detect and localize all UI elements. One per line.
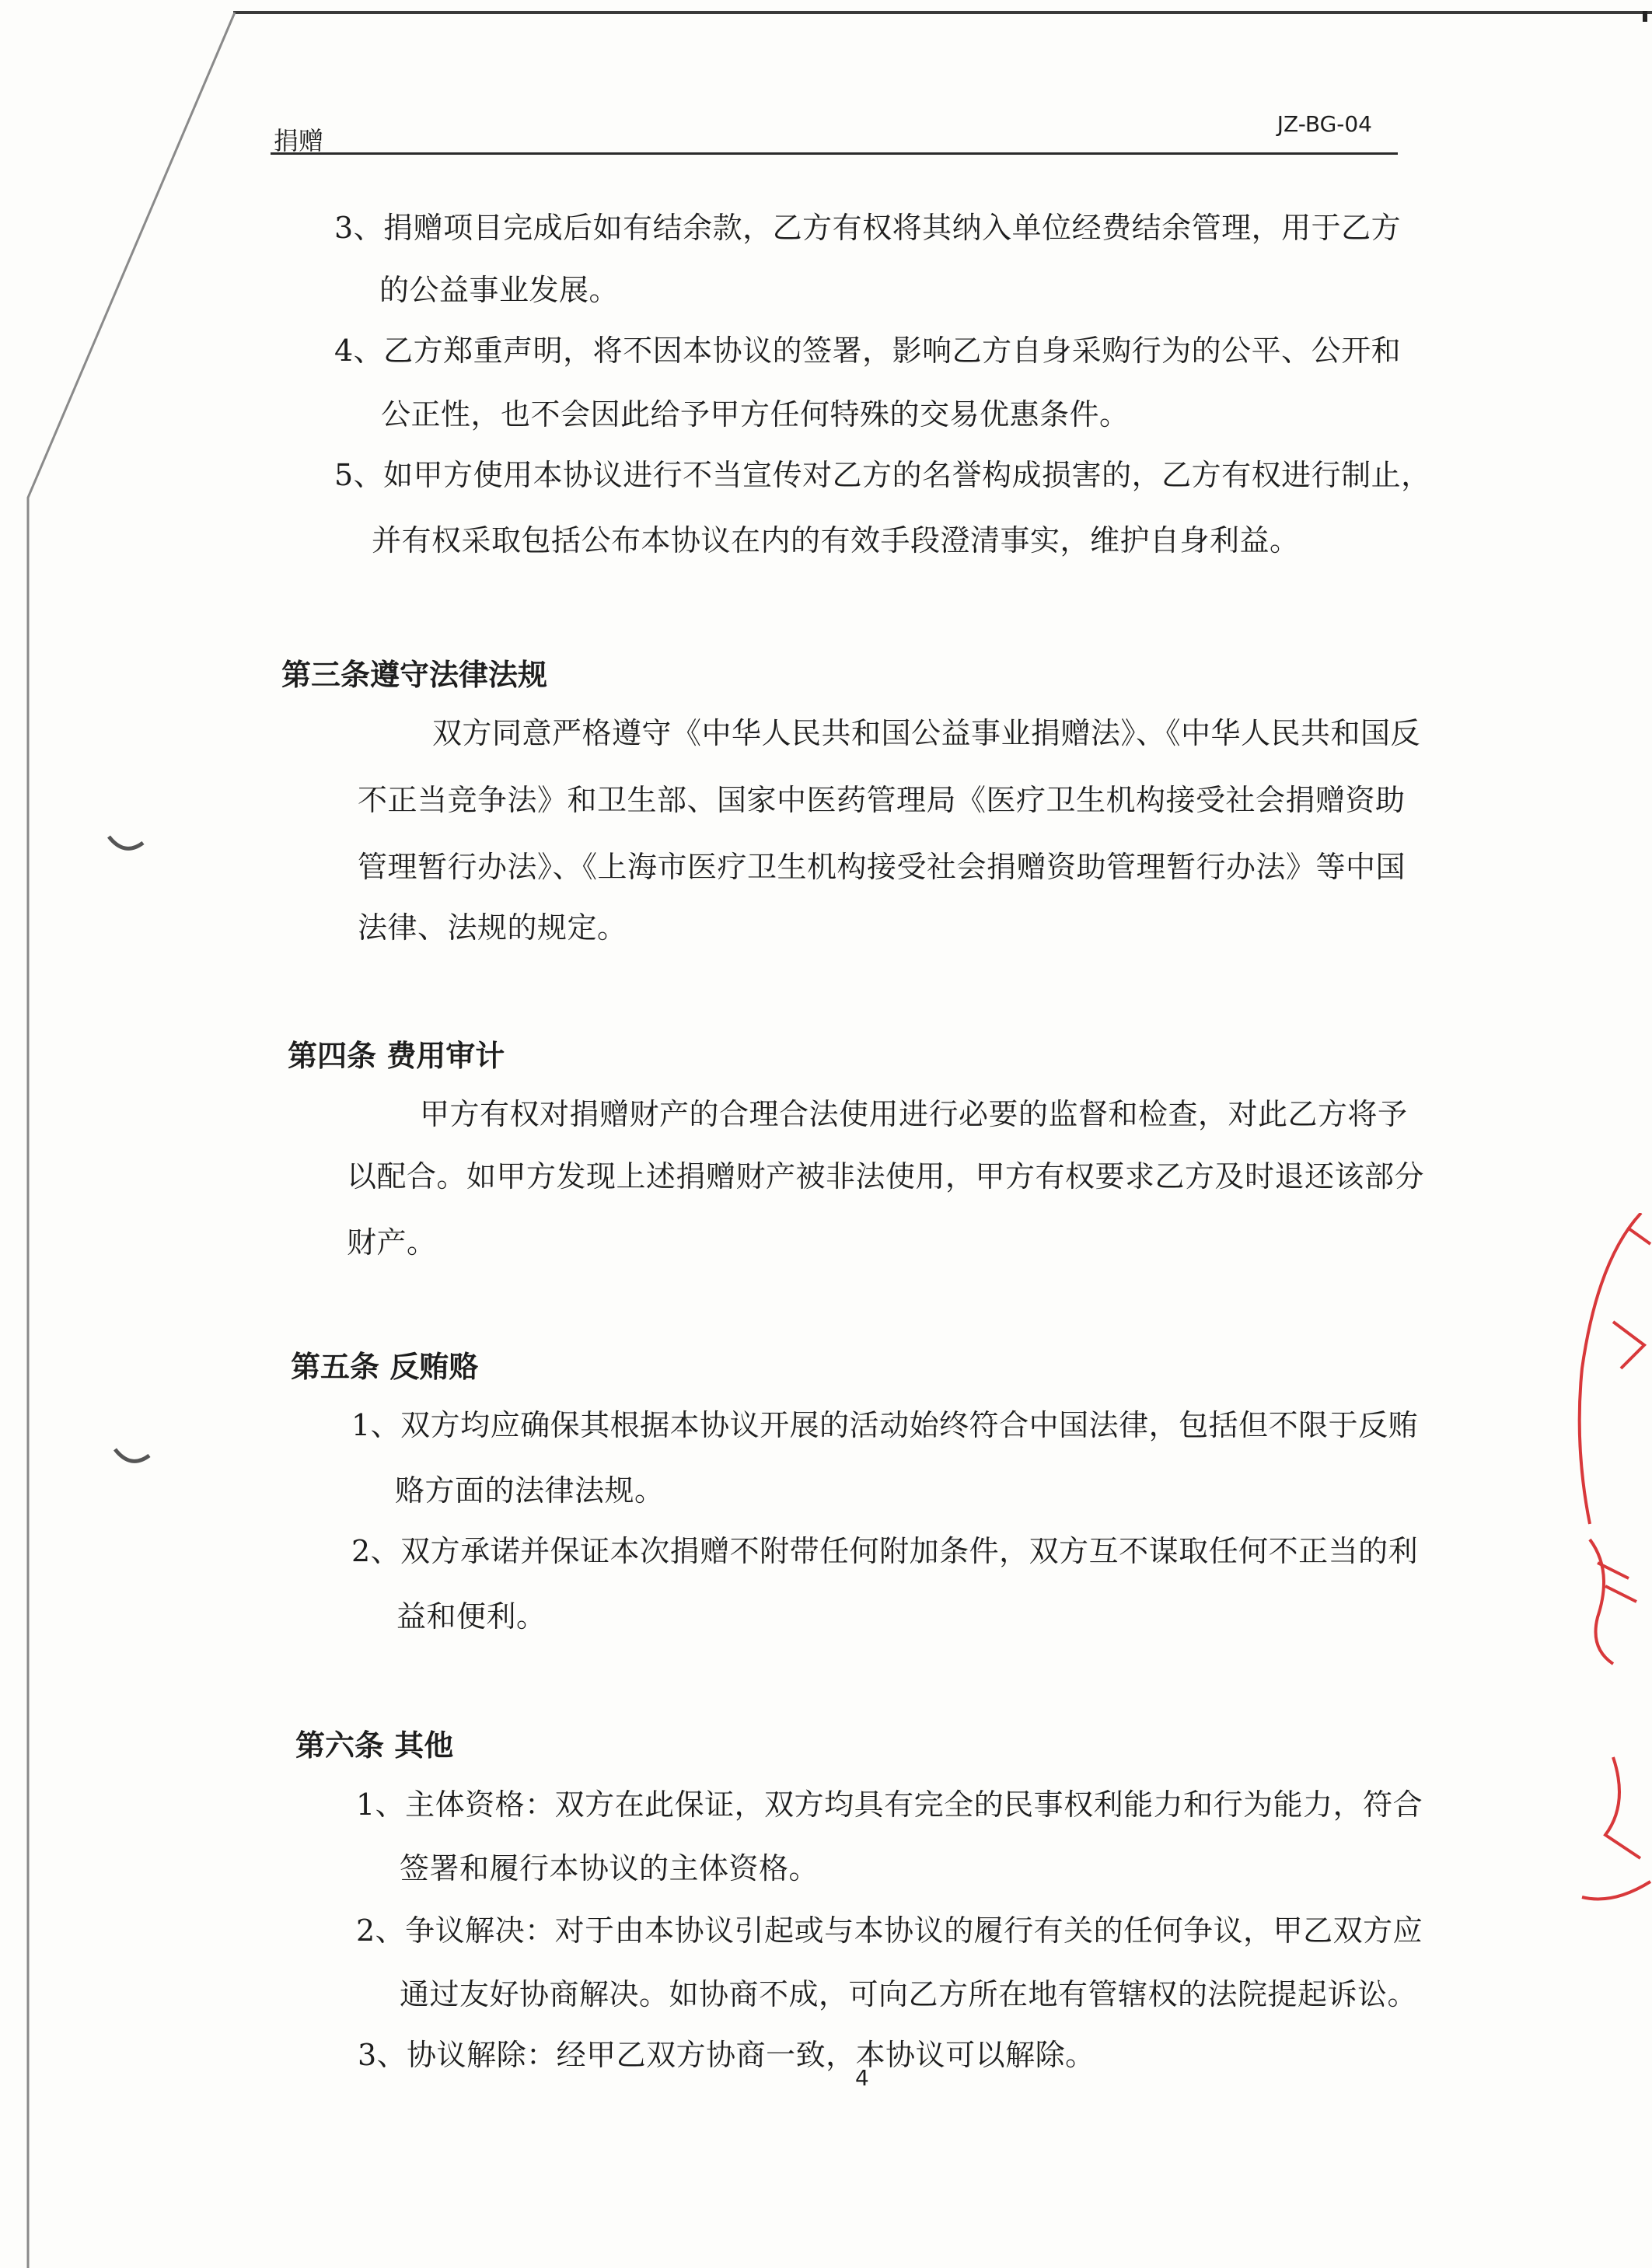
article-4-line: 以配合。如甲方发现上述捐赠财产被非法使用，甲方有权要求乙方及时退还该部分 <box>347 1159 1425 1193</box>
article-6-heading: 第六条 其他 <box>295 1728 454 1763</box>
header-rule <box>271 152 1398 155</box>
article-5-line: 赂方面的法律法规。 <box>395 1473 665 1508</box>
article-3-line: 法律、法规的规定。 <box>358 910 627 945</box>
article-6-line: 3、协议解除：经甲乙双方协商一致，本协议可以解除。 <box>358 2038 1095 2072</box>
article-4-line: 财产。 <box>347 1225 437 1260</box>
article-6-line: 签署和履行本协议的主体资格。 <box>400 1851 819 1885</box>
document-code: JZ-BG-04 <box>1277 111 1372 137</box>
article-6-line: 1、主体资格：双方在此保证，双方均具有完全的民事权利能力和行为能力，符合 <box>356 1787 1423 1822</box>
article-3-line: 双方同意严格遵守《中华人民共和国公益事业捐赠法》、《中华人民共和国反 <box>432 716 1421 750</box>
article-4-heading: 第四条 费用审计 <box>288 1038 505 1073</box>
article-3-heading: 第三条遵守法律法规 <box>281 657 548 692</box>
clause-line: 并有权采取包括公布本协议在内的有效手段澄清事实，维护自身利益。 <box>372 523 1300 557</box>
punch-hole-mark <box>103 826 149 865</box>
clause-line: 4、乙方郑重声明，将不因本协议的签署，影响乙方自身采购行为的公平、公开和 <box>334 334 1402 368</box>
article-3-line: 不正当竞争法》和卫生部、国家中医药管理局《医疗卫生机构接受社会捐赠资助 <box>358 783 1406 817</box>
clause-line: 3、捐赠项目完成后如有结余款，乙方有权将其纳入单位经费结余管理，用于乙方 <box>334 211 1402 245</box>
scan-edge-top <box>233 11 1652 14</box>
scan-corner-mark <box>1643 11 1647 22</box>
article-3-line: 管理暂行办法》、《上海市医疗卫生机构接受社会捐赠资助管理暂行办法》等中国 <box>358 850 1406 884</box>
article-5-heading: 第五条 反贿赂 <box>291 1349 479 1384</box>
clause-line: 5、如甲方使用本协议进行不当宣传对乙方的名誉构成损害的，乙方有权进行制止， <box>334 458 1431 492</box>
article-5-line: 2、双方承诺并保证本次捐赠不附带任何附加条件，双方互不谋取任何不正当的利 <box>351 1534 1419 1568</box>
clause-line: 公正性，也不会因此给予甲方任何特殊的交易优惠条件。 <box>381 397 1130 432</box>
page-number: 4 <box>855 2065 869 2091</box>
official-seal-stamp <box>1566 1213 1652 1913</box>
punch-hole-mark <box>109 1438 155 1477</box>
scan-edge-fold <box>0 0 249 2268</box>
article-5-line: 1、双方均应确保其根据本协议开展的活动始终符合中国法律，包括但不限于反贿 <box>351 1408 1419 1442</box>
article-5-line: 益和便利。 <box>396 1599 547 1634</box>
clause-line: 的公益事业发展。 <box>379 273 620 307</box>
article-6-line: 2、争议解决：对于由本协议引起或与本协议的履行有关的任何争议，甲乙双方应 <box>356 1913 1423 1948</box>
article-4-line: 甲方有权对捐赠财产的合理合法使用进行必要的监督和检查，对此乙方将予 <box>420 1097 1408 1131</box>
header-title: 捐赠 <box>274 126 324 156</box>
article-6-line: 通过友好协商解决。如协商不成，可向乙方所在地有管辖权的法院提起诉讼。 <box>400 1977 1418 2011</box>
